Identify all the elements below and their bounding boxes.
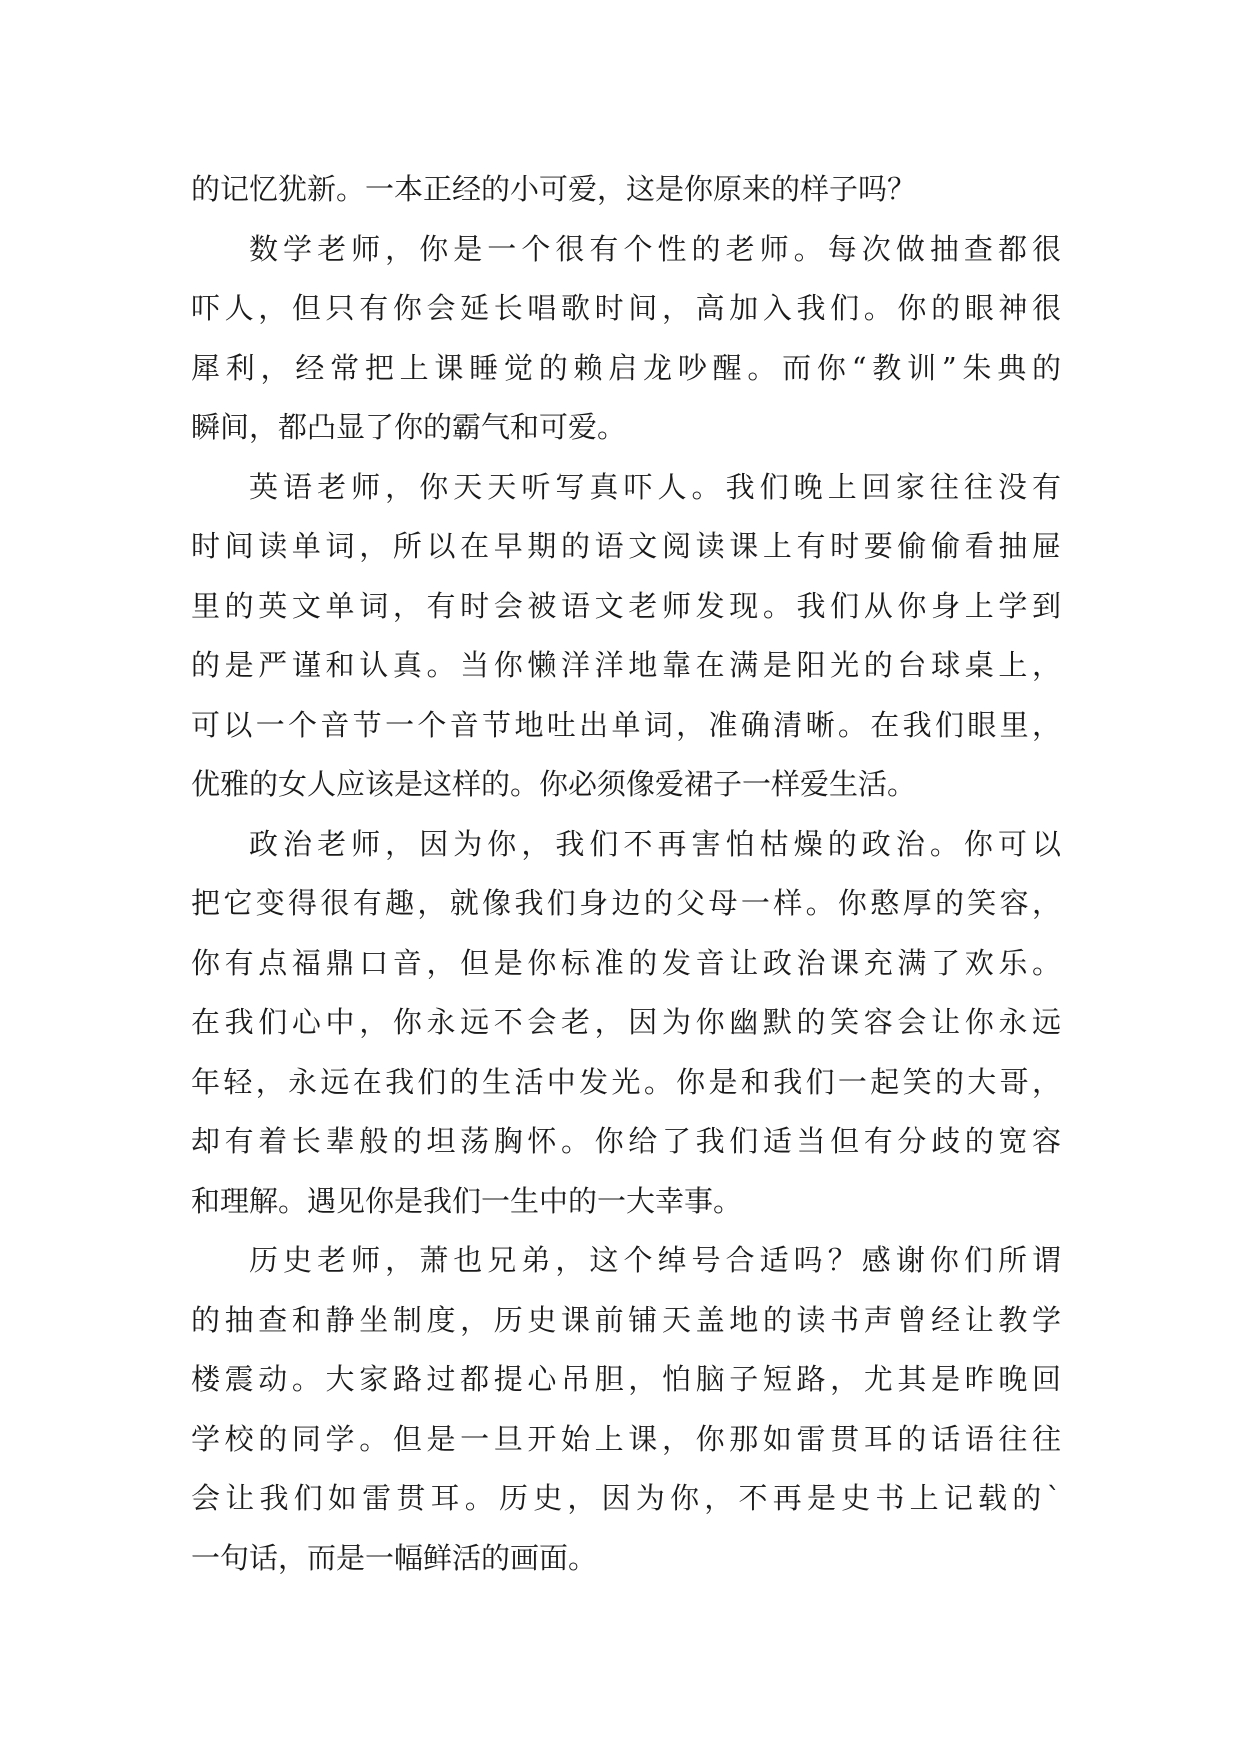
text-line: 却有着长辈般的坦荡胸怀。你给了我们适当但有分歧的宽容 [191, 1124, 1061, 1158]
document-body [191, 160, 1061, 1588]
text-line: 瞬间，都凸显了你的霸气和可爱。 [191, 410, 627, 444]
text-line: 时间读单词，所以在早期的语文阅读课上有时要偷偷看抽屉 [191, 529, 1061, 563]
text-line: 数学老师，你是一个很有个性的老师。每次做抽查都很 [249, 231, 1061, 266]
paragraph-continuation [191, 160, 1061, 220]
text-line: 年轻，永远在我们的生活中发光。你是和我们一起笑的大哥， [191, 1064, 1061, 1099]
paragraph-math-teacher [191, 220, 1061, 458]
text-line: 学校的同学。但是一旦开始上课，你那如雷贯耳的话语往往 [191, 1421, 1061, 1456]
text-line: 可以一个音节一个音节地吐出单词，准确清晰。在我们眼里， [191, 707, 1061, 742]
text-line: 吓人，但只有你会延长唱歌时间，高加入我们。你的眼神很 [191, 291, 1061, 325]
text-line: 英语老师，你天天听写真吓人。我们晚上回家往往没有 [249, 469, 1061, 504]
text-line: 把它变得很有趣，就像我们身边的父母一样。你憨厚的笑容， [191, 886, 1061, 920]
text-line: 的记忆犹新。一本正经的小可爱，这是你原来的样子吗？ [191, 172, 917, 206]
text-line: 会让我们如雷贯耳。历史，因为你，不再是史书上记载的` [191, 1481, 1061, 1515]
text-line: 一句话，而是一幅鲜活的画面。 [191, 1540, 598, 1575]
text-line: 里的英文单词，有时会被语文老师发现。我们从你身上学到 [191, 588, 1061, 623]
text-line: 犀利，经常把上课睡觉的赖启龙吵醒。而你“教训”朱典的 [191, 350, 1061, 385]
text-line: 和理解。遇见你是我们一生中的一大幸事。 [191, 1183, 743, 1218]
text-line: 楼震动。大家路过都提心吊胆，怕脑子短路，尤其是昨晚回 [191, 1362, 1061, 1396]
paragraph-history-teacher [191, 1231, 1061, 1588]
text-line: 优雅的女人应该是这样的。你必须像爱裙子一样爱生活。 [191, 767, 917, 801]
text-line: 在我们心中，你永远不会老，因为你幽默的笑容会让你永远 [191, 1005, 1061, 1039]
text-line: 历史老师，萧也兄弟，这个绰号合适吗？感谢你们所谓 [249, 1243, 1061, 1277]
text-line: 你有点福鼎口音，但是你标准的发音让政治课充满了欢乐。 [191, 945, 1061, 980]
text-line: 的是严谨和认真。当你懒洋洋地靠在满是阳光的台球桌上， [191, 648, 1061, 682]
text-line: 的抽查和静坐制度，历史课前铺天盖地的读书声曾经让教学 [191, 1302, 1061, 1337]
paragraph-english-teacher [191, 458, 1061, 815]
paragraph-politics-teacher [191, 815, 1061, 1232]
text-line: 政治老师，因为你，我们不再害怕枯燥的政治。你可以 [249, 826, 1061, 861]
